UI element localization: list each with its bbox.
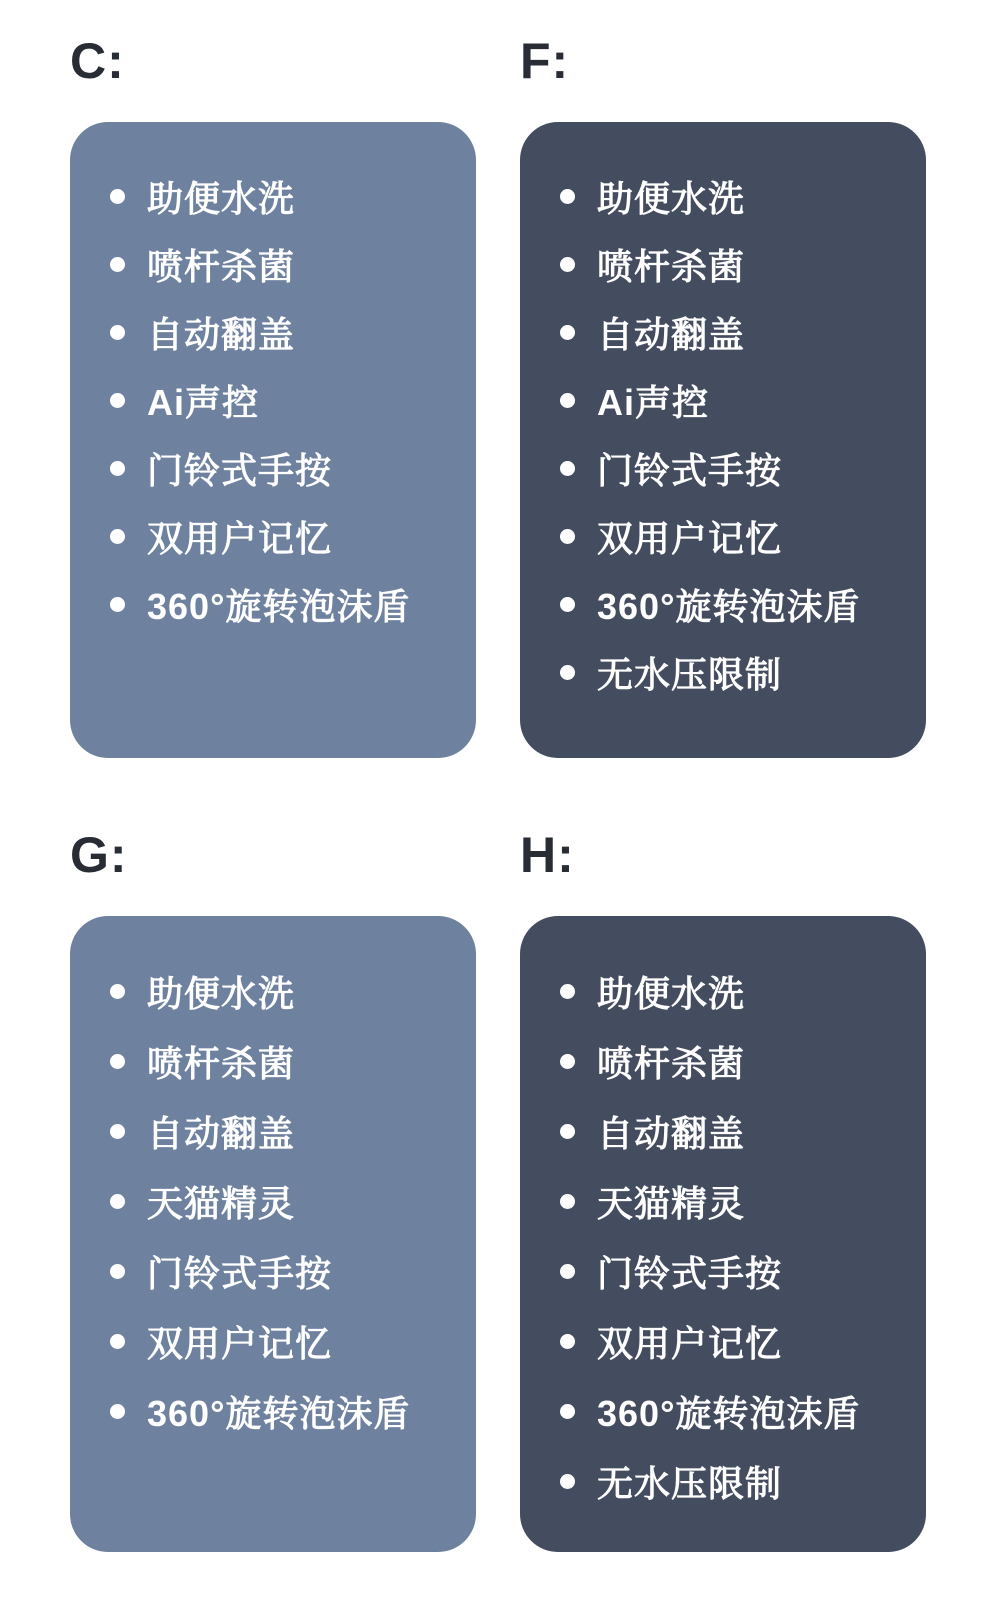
bullet-icon [110,1264,125,1279]
list-item [70,1306,476,1376]
feature-card [70,916,476,1552]
feature-text: 360°旋转泡沫盾 [597,585,861,627]
list-item [520,298,926,366]
feature-card [520,122,926,758]
list-item [70,298,476,366]
list-item [70,1096,476,1166]
feature-text: 360°旋转泡沫盾 [147,1392,411,1434]
card-section [70,827,476,1552]
bullet-icon [110,1124,125,1139]
feature-text: 门铃式手按 [597,449,783,491]
bullet-icon [560,1334,575,1349]
feature-text: 双用户记忆 [147,1322,333,1364]
bullet-icon [560,257,575,272]
list-item [70,1236,476,1306]
list-item [70,1166,476,1236]
list-item [520,502,926,570]
list-item [520,1166,926,1236]
feature-text: 助便水洗 [147,972,296,1014]
bullet-icon [560,461,575,476]
feature-text: 助便水洗 [597,972,746,1014]
card-section [520,827,926,1552]
list-item [520,638,926,706]
bullet-icon [560,529,575,544]
bullet-icon [110,1334,125,1349]
list-item [70,956,476,1026]
feature-text: 助便水洗 [147,177,296,219]
bullet-icon [560,1054,575,1069]
bullet-icon [110,984,125,999]
feature-text: 自动翻盖 [147,313,296,355]
bullet-icon [110,529,125,544]
feature-list [70,122,476,638]
list-item [520,230,926,298]
list-item [70,162,476,230]
feature-text: 助便水洗 [597,177,746,219]
feature-text: 自动翻盖 [597,1112,746,1154]
card-label: H: [520,827,575,883]
card-label: C: [70,33,125,89]
list-item [520,162,926,230]
list-item [70,570,476,638]
list-item [520,570,926,638]
card-section [70,33,476,758]
bullet-icon [110,189,125,204]
feature-card [70,122,476,758]
list-item [70,502,476,570]
feature-list [70,916,476,1446]
feature-text: 天猫精灵 [147,1182,296,1224]
bullet-icon [560,1194,575,1209]
list-item [520,1446,926,1516]
list-item [520,1026,926,1096]
bullet-icon [560,984,575,999]
feature-text: 无水压限制 [597,653,783,695]
feature-text: 门铃式手按 [147,449,333,491]
list-item [520,1096,926,1166]
feature-text: 喷杆杀菌 [147,1042,296,1084]
feature-text: 门铃式手按 [147,1252,333,1294]
list-item [70,434,476,502]
list-item [520,956,926,1026]
bullet-icon [560,1474,575,1489]
feature-text: 天猫精灵 [597,1182,746,1224]
list-item [520,1376,926,1446]
feature-list [520,122,926,706]
list-item [70,1376,476,1446]
feature-card [520,916,926,1552]
card-label: F: [520,33,570,89]
list-item [520,1236,926,1306]
card-label: G: [70,827,128,883]
feature-text: 喷杆杀菌 [147,245,296,287]
list-item [520,434,926,502]
card-section [520,33,926,758]
bullet-icon [110,1404,125,1419]
feature-text: Ai声控 [147,381,260,423]
bullet-icon [110,1194,125,1209]
bullet-icon [110,461,125,476]
bullet-icon [560,189,575,204]
bullet-icon [110,597,125,612]
bullet-icon [560,597,575,612]
feature-text: 自动翻盖 [147,1112,296,1154]
feature-text: 门铃式手按 [597,1252,783,1294]
feature-list [520,916,926,1516]
bullet-icon [110,325,125,340]
list-item [70,366,476,434]
list-item [70,230,476,298]
bullet-icon [110,393,125,408]
feature-text: Ai声控 [597,381,710,423]
bullet-icon [560,325,575,340]
list-item [520,1306,926,1376]
feature-text: 双用户记忆 [597,1322,783,1364]
feature-text: 双用户记忆 [147,517,333,559]
feature-text: 喷杆杀菌 [597,1042,746,1084]
feature-text: 360°旋转泡沫盾 [147,585,411,627]
feature-text: 无水压限制 [597,1462,783,1504]
feature-text: 360°旋转泡沫盾 [597,1392,861,1434]
bullet-icon [560,1404,575,1419]
bullet-icon [560,1124,575,1139]
bullet-icon [110,257,125,272]
list-item [520,366,926,434]
feature-text: 喷杆杀菌 [597,245,746,287]
bullet-icon [560,665,575,680]
feature-text: 自动翻盖 [597,313,746,355]
bullet-icon [560,393,575,408]
bullet-icon [560,1264,575,1279]
list-item [70,1026,476,1096]
bullet-icon [110,1054,125,1069]
feature-text: 双用户记忆 [597,517,783,559]
